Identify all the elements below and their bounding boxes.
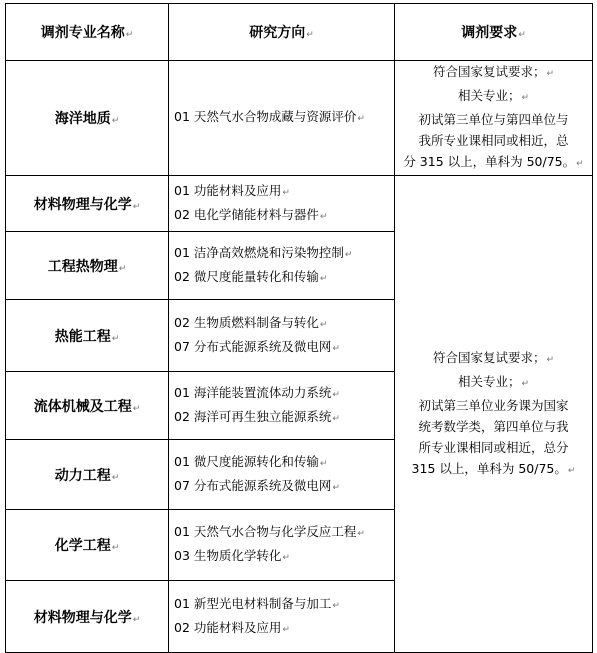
major-name: 化学工程↵ [6,510,169,581]
table-row [6,176,593,232]
header-major-name: 调剂专业名称↵ [6,4,169,61]
requirements-first: 符合国家复试要求；↵ 相关专业；↵ 初试第三单位与第四单位与 我所专业课相同或相近，总 分 315 以上，单科为 50/75。↵ [395,61,593,176]
research-directions: 01 海洋能装置流体动力系统↵ 02 海洋可再生独立能源系统↵ [169,372,395,440]
adjustment-table [5,3,593,653]
research-directions: 01 功能材料及应用↵ 02 电化学储能材料与器件↵ [169,176,395,232]
header-research-direction: 研究方向↵ [169,4,395,61]
major-name: 动力工程↵ [6,440,169,510]
major-name: 材料物理与化学↵ [6,581,169,653]
major-name: 热能工程↵ [6,300,169,372]
table-row [6,61,593,176]
research-directions: 01 微尺度能源转化和传输↵ 07 分布式能源系统及微电网↵ [169,440,395,510]
research-directions: 01 洁净高效燃烧和污染物控制↵ 02 微尺度能量转化和传输↵ [169,232,395,300]
major-name: 工程热物理↵ [6,232,169,300]
research-directions: 01 天然气水合物与化学反应工程↵ 03 生物质化学转化↵ [169,510,395,581]
research-directions: 01 天然气水合物成藏与资源评价↵ [169,61,395,176]
research-directions: 01 新型光电材料制备与加工↵ 02 功能材料及应用↵ [169,581,395,653]
major-name: 材料物理与化学↵ [6,176,169,232]
major-name: 流体机械及工程↵ [6,372,169,440]
requirements-second: 符合国家复试要求；↵ 相关专业；↵ 初试第三单位业务课为国家 统考数学类，第四单位与我 所专业课相同或相近，总分 315 以上，单科为 50/75。↵ [395,176,593,653]
research-directions: 02 生物质燃料制备与转化↵ 07 分布式能源系统及微电网↵ [169,300,395,372]
major-name: 海洋地质↵ [6,61,169,176]
header-requirements: 调剂要求↵ [395,4,593,61]
table-header-row [6,4,593,61]
